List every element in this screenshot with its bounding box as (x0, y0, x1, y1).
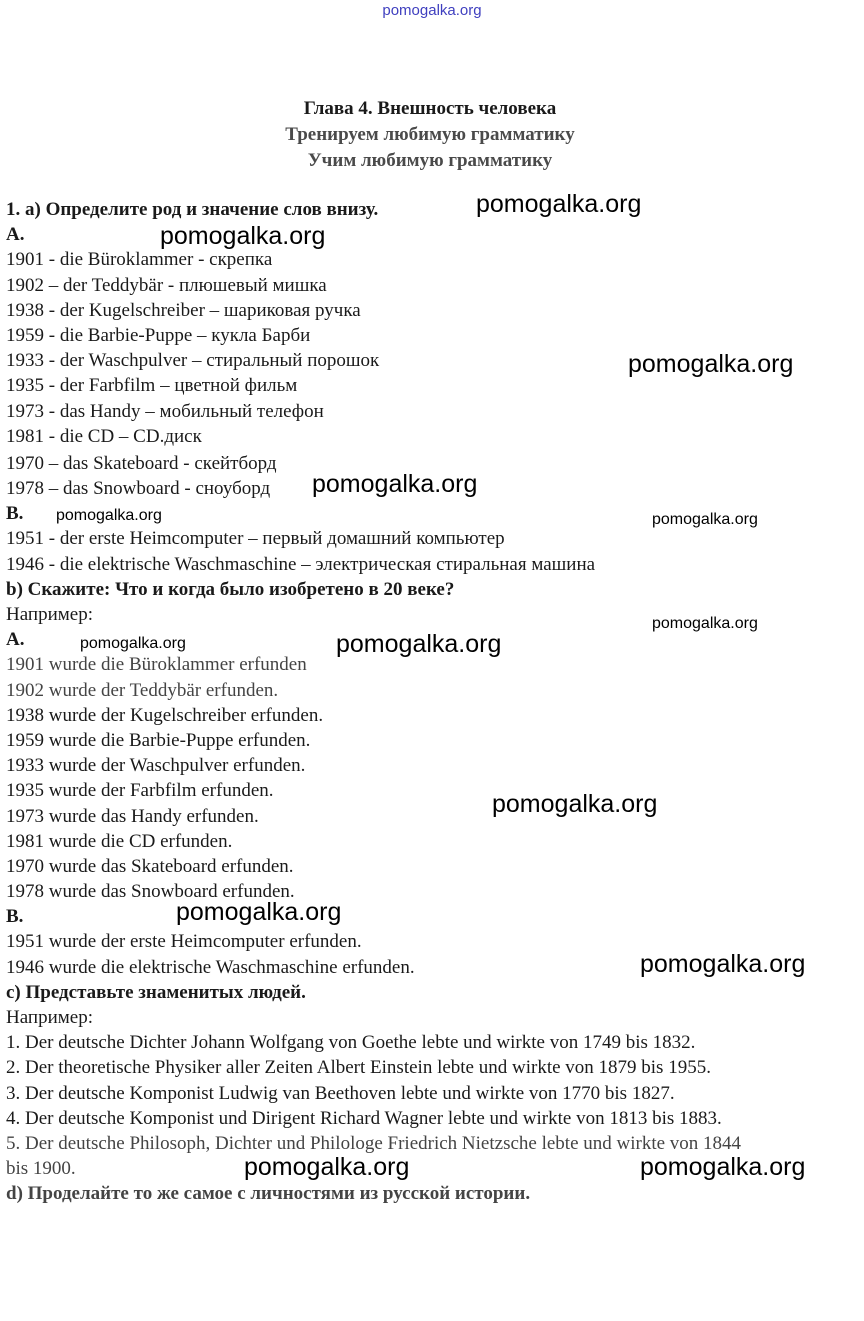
list-item: 4. Der deutsche Komponist und Dirigent Richard Wagner lebte und wirkte von 1813 bis 1883. (6, 1107, 722, 1129)
chapter-titles (160, 96, 700, 174)
task-b-section-a-label: A. (6, 629, 25, 651)
task-b-example-label: Например: (6, 604, 93, 625)
chapter-subtitle-1: Тренируем любимую грамматику (285, 124, 575, 145)
list-item: 1959 - die Barbie-Puppe – кукла Барби (6, 324, 311, 346)
watermark: pomogalka.org (640, 1153, 806, 1181)
watermark: pomogalka.org (160, 222, 326, 250)
list-item: 5. Der deutsche Philosoph, Dichter und Philologe Friedrich Nietzsche lebte und wirkte von 1844 (6, 1132, 742, 1154)
list-item: 1901 wurde die Büroklammer erfunden (6, 654, 307, 676)
list-item: 1970 – das Skateboard - скейтборд (6, 452, 277, 474)
watermark: pomogalka.org (476, 190, 642, 218)
list-item: 1973 wurde das Handy erfunden. (6, 805, 259, 827)
task-1-section-b-label: B. (6, 503, 24, 525)
watermark: pomogalka.org (492, 790, 658, 818)
site-link[interactable]: pomogalka.org (382, 2, 482, 19)
list-item: 1981 - die CD – CD.диск (6, 425, 202, 447)
task-1-section-a-label: A. (6, 224, 25, 246)
list-item: bis 1900. (6, 1158, 76, 1180)
watermark: pomogalka.org (628, 350, 794, 378)
list-item: 1933 wurde der Waschpulver erfunden. (6, 755, 306, 777)
task-d-heading: d) Проделайте то же самое с личностями из русской истории. (6, 1183, 531, 1205)
watermark: pomogalka.org (80, 635, 186, 652)
watermark: pomogalka.org (312, 470, 478, 498)
list-item: 1. Der deutsche Dichter Johann Wolfgang von Goethe lebte und wirkte von 1749 bis 1832. (6, 1032, 696, 1054)
task-1-heading: 1. a) Определите род и значение слов внизу. (6, 199, 379, 220)
watermark: pomogalka.org (244, 1153, 410, 1181)
watermark: pomogalka.org (640, 950, 806, 978)
watermark: pomogalka.org (176, 898, 342, 926)
list-item: 2. Der theoretische Physiker aller Zeiten Albert Einstein lebte und wirkte von 1879 bis 1955. (6, 1057, 711, 1079)
task-b-section-b-label: B. (6, 906, 24, 928)
watermark: pomogalka.org (336, 630, 502, 658)
task-b-heading: b) Скажите: Что и когда было изобретено в 20 веке? (6, 578, 455, 600)
document-body (6, 197, 862, 1207)
list-item: 1935 wurde der Farbfilm erfunden. (6, 780, 274, 802)
watermark: pomogalka.org (652, 615, 758, 632)
list-item: 1946 wurde die elektrische Waschmaschine erfunden. (6, 956, 415, 978)
list-item: 1938 - der Kugelschreiber – шариковая ручка (6, 299, 361, 321)
list-item: 1978 – das Snowboard - сноуборд (6, 478, 271, 500)
list-item: 1935 - der Farbfilm – цветной фильм (6, 375, 298, 397)
task-c-heading: c) Представьте знаменитых людей. (6, 981, 306, 1003)
list-item: 1951 wurde der erste Heimcomputer erfunden. (6, 931, 362, 953)
list-item: 1933 - der Waschpulver – стиральный порошок (6, 350, 380, 372)
list-item: 1981 wurde die CD erfunden. (6, 830, 233, 852)
chapter-title: Глава 4. Внешность человека (303, 98, 557, 119)
list-item: 1951 - der erste Heimcomputer – первый домашний компьютер (6, 528, 505, 550)
list-item: 1902 wurde der Teddybär erfunden. (6, 679, 279, 701)
list-item: 1973 - das Handy – мобильный телефон (6, 400, 324, 422)
list-item: 1959 wurde die Barbie-Puppe erfunden. (6, 729, 311, 751)
task-c-example-label: Например: (6, 1007, 93, 1028)
list-item: 1970 wurde das Skateboard erfunden. (6, 855, 294, 877)
list-item: 1978 wurde das Snowboard erfunden. (6, 881, 295, 903)
list-item: 1938 wurde der Kugelschreiber erfunden. (6, 704, 324, 726)
list-item: 1901 - die Büroklammer - скрепка (6, 249, 273, 271)
list-item: 1946 - die elektrische Waschmaschine – электрическая стиральная машина (6, 553, 596, 575)
watermark: pomogalka.org (652, 511, 758, 528)
list-item: 3. Der deutsche Komponist Ludwig van Beethoven lebte und wirkte von 1770 bis 1827. (6, 1082, 675, 1104)
watermark: pomogalka.org (56, 507, 162, 524)
chapter-subtitle-2: Учим любимую грамматику (307, 150, 553, 171)
list-item: 1902 – der Teddybär - плюшевый мишка (6, 274, 327, 296)
